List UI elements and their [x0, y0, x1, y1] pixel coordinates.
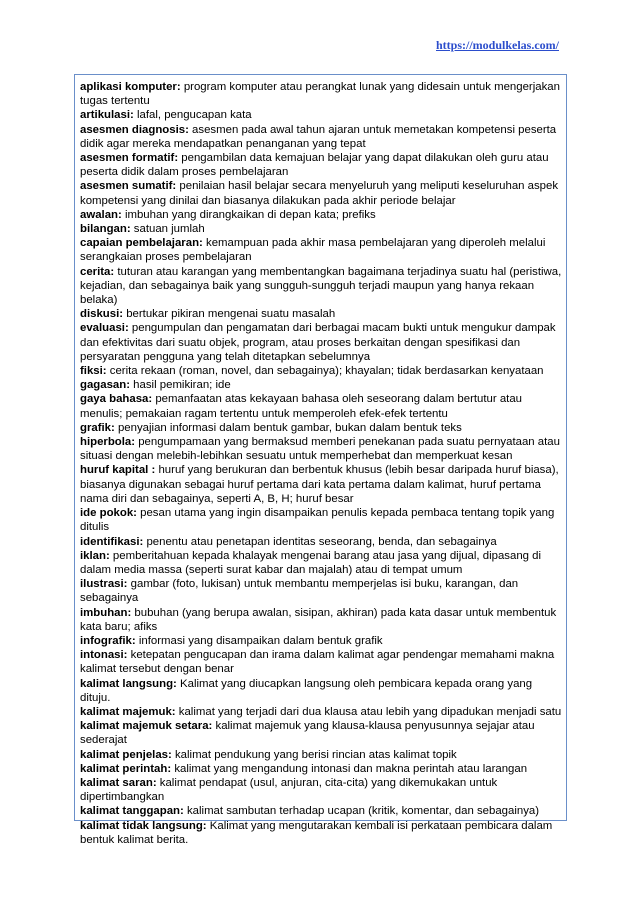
- glossary-term: kalimat perintah:: [80, 762, 172, 775]
- glossary-entry: [80, 208, 562, 222]
- glossary-definition: penyajian informasi dalam bentuk gambar, bukan dalam bentuk teks: [114, 421, 462, 434]
- glossary-entry: [80, 634, 562, 648]
- glossary-entry: [80, 222, 562, 236]
- glossary-entry: [80, 392, 562, 420]
- glossary-entry: [80, 719, 562, 747]
- glossary-term: bilangan:: [80, 223, 131, 236]
- glossary-entry: [80, 236, 562, 264]
- glossary-term: capaian pembelajaran:: [80, 237, 203, 250]
- glossary-definition: kalimat pendapat (usul, anjuran, cita-cita) yang dikemukakan untuk dipertimbangkan: [80, 776, 498, 804]
- glossary-term: artikulasi:: [80, 109, 134, 122]
- glossary-entry: [80, 506, 562, 534]
- glossary-entry: [80, 108, 562, 122]
- glossary-definition: cerita rekaan (roman, novel, dan sebagainya); khayalan; tidak berdasarkan kenyataan: [106, 365, 544, 378]
- glossary-entry: [80, 123, 562, 151]
- glossary-term: gaya bahasa:: [80, 393, 153, 406]
- glossary-term: kalimat saran:: [80, 776, 157, 789]
- glossary-term: kalimat penjelas:: [80, 748, 172, 761]
- glossary-term: ilustrasi:: [80, 578, 128, 591]
- glossary-term: hiperbola:: [80, 436, 136, 449]
- glossary-definition: pengumpamaan yang bermaksud memberi penekanan pada suatu pernyataan atau situasi dengan melebih-lebihkan sesuatu untuk memperhebat dan memperkuat kesan: [80, 436, 560, 463]
- glossary-term: kalimat majemuk:: [80, 705, 176, 718]
- glossary-definition: penilaian hasil belajar secara menyeluruh yang meliputi keseluruhan aspek kompetensi yang dinilai dan biasanya dilakukan pada akhir periode belajar: [80, 180, 559, 207]
- glossary-entry: [80, 648, 562, 676]
- glossary-entry: [80, 577, 562, 605]
- glossary-definition: bubuhan (yang berupa awalan, sisipan, akhiran) pada kata dasar untuk membentuk kata baru; afiks: [80, 606, 557, 633]
- glossary-term: identifikasi:: [80, 535, 144, 548]
- glossary-definition: kalimat yang mengandung intonasi dan makna perintah atau larangan: [171, 762, 528, 775]
- glossary-term: huruf kapital :: [80, 464, 156, 477]
- glossary-definition: hasil pemikiran; ide: [130, 379, 231, 392]
- glossary-entry: [80, 535, 562, 549]
- glossary-definition: satuan jumlah: [130, 223, 205, 236]
- glossary-definition: ketepatan pengucapan dan irama dalam kalimat agar pendengar memahami makna kalimat tersebut dengan benar: [80, 649, 555, 676]
- glossary-term: grafik:: [80, 421, 115, 434]
- glossary-definition: pengambilan data kemajuan belajar yang dapat dilakukan oleh guru atau peserta didik dalam proses pembelajaran: [80, 152, 549, 179]
- glossary-entry: [80, 677, 562, 705]
- glossary-entry: [80, 179, 562, 207]
- glossary-term: cerita:: [80, 265, 115, 278]
- glossary-term: awalan:: [80, 208, 122, 221]
- glossary-term: diskusi:: [80, 308, 124, 321]
- glossary-definition: informasi yang disampaikan dalam bentuk grafik: [135, 634, 383, 647]
- glossary-definition: pesan utama yang ingin disampaikan penulis kepada pembaca tentang topik yang ditulis: [80, 507, 555, 534]
- glossary-definition: tuturan atau karangan yang membentangkan bagaimana terjadinya suatu hal (peristiwa, kejadian, dan sebagainya baik yang sungguh-sungguh terjadi maupun yang hanya rekaan belaka): [80, 265, 562, 307]
- glossary-definition: asesmen pada awal tahun ajaran untuk memetakan kompetensi peserta didik agar mereka mendapatkan penanganan yang tepat: [80, 123, 557, 150]
- glossary-definition: kalimat majemuk yang klausa-klausa penyusunnya sejajar atau sederajat: [80, 720, 535, 747]
- glossary-entry: [80, 321, 562, 364]
- glossary-definition: pemberitahuan kepada khalayak mengenai barang atau jasa yang dijual, dipasang di dalam media massa (seperti surat kabar dan majalah) atau di tempat umum: [80, 549, 542, 576]
- glossary-term: evaluasi:: [80, 322, 129, 335]
- glossary-term: ide pokok:: [80, 507, 137, 520]
- glossary-definition: pemanfaatan atas kekayaan bahasa oleh seseorang dalam bertutur atau menulis; pemakaian ragam tertentu untuk memperoleh efek-efek tertentu: [80, 393, 523, 420]
- glossary-definition: Kalimat yang diucapkan langsung oleh pembicara kepada orang yang dituju.: [80, 677, 533, 704]
- glossary-definition: pengumpulan dan pengamatan dari berbagai macam bukti untuk mengukur dampak dan efektivitas dari suatu objek, program, atau proses berkaitan dengan spesifikasi dan persyaratan pengguna yang telah ditetapkan sebelumnya: [80, 322, 556, 363]
- glossary-term: fiksi:: [80, 365, 107, 378]
- glossary-term: infografik:: [80, 634, 136, 647]
- glossary-definition: kalimat yang terjadi dari dua klausa atau lebih yang dipadukan menjadi satu: [175, 705, 562, 718]
- glossary-definition: program komputer atau perangkat lunak yang didesain untuk mengerjakan tugas tertentu: [80, 81, 560, 108]
- glossary-term: kalimat langsung:: [80, 677, 177, 690]
- glossary-entry: [80, 549, 562, 577]
- glossary-term: iklan:: [80, 549, 110, 562]
- glossary-term: intonasi:: [80, 649, 128, 662]
- glossary-definition: kemampuan pada akhir masa pembelajaran yang diperoleh melalui serangkaian proses pembelajaran: [80, 237, 546, 264]
- glossary-term: asesmen formatif:: [80, 152, 179, 165]
- glossary-entry: [80, 378, 562, 392]
- glossary-definition: huruf yang berukuran dan berbentuk khusus (lebih besar daripada huruf biasa), biasanya digunakan sebagai huruf pertama dari kata pertama dalam kalimat, huruf pertama nama diri dan sebagainya, seperti A, B, H; huruf besar: [80, 464, 559, 505]
- glossary-definition: gambar (foto, lukisan) untuk membantu memperjelas isi buku, karangan, dan sebagainya: [80, 578, 519, 605]
- glossary-entry: [80, 265, 562, 308]
- glossary-definition: penentu atau penetapan identitas seseorang, benda, dan sebagainya: [143, 535, 497, 548]
- glossary-term: kalimat tanggapan:: [80, 805, 184, 818]
- glossary-entry: [80, 606, 562, 634]
- glossary-term: kalimat tidak langsung:: [80, 819, 207, 832]
- glossary-box: [74, 74, 567, 846]
- glossary-entry: [80, 804, 562, 818]
- glossary-definition: bertukar pikiran mengenai suatu masalah: [123, 308, 336, 321]
- glossary-term: aplikasi komputer:: [80, 81, 181, 93]
- glossary-definition: kalimat sambutan terhadap ucapan (kritik, komentar, dan sebagainya): [183, 805, 540, 818]
- glossary-entry: [80, 748, 562, 762]
- glossary-entry: [80, 776, 562, 804]
- glossary-entry: [80, 762, 562, 776]
- glossary-entry: [80, 435, 562, 463]
- glossary-term: kalimat majemuk setara:: [80, 720, 213, 733]
- glossary-term: gagasan:: [80, 379, 131, 392]
- glossary-entry: [80, 463, 562, 506]
- glossary-entry: [80, 421, 562, 435]
- glossary-entry: [80, 364, 562, 378]
- glossary-term: imbuhan:: [80, 606, 132, 619]
- glossary-definition: imbuhan yang dirangkaikan di depan kata; prefiks: [121, 208, 376, 221]
- glossary-definition: Kalimat yang mengutarakan kembali isi perkataan pembicara dalam bentuk kalimat berita.: [80, 819, 553, 846]
- glossary-entry: [80, 151, 562, 179]
- glossary-term: asesmen sumatif:: [80, 180, 177, 193]
- glossary-entry: [80, 80, 562, 108]
- glossary-definition: lafal, pengucapan kata: [133, 109, 252, 122]
- glossary-definition: kalimat pendukung yang berisi rincian atas kalimat topik: [171, 748, 457, 761]
- glossary-entry: [80, 307, 562, 321]
- site-url-link[interactable]: https://modulkelas.com/: [435, 38, 559, 52]
- glossary-entry: [80, 819, 562, 847]
- glossary-entry: [80, 705, 562, 719]
- glossary-term: asesmen diagnosis:: [80, 123, 189, 136]
